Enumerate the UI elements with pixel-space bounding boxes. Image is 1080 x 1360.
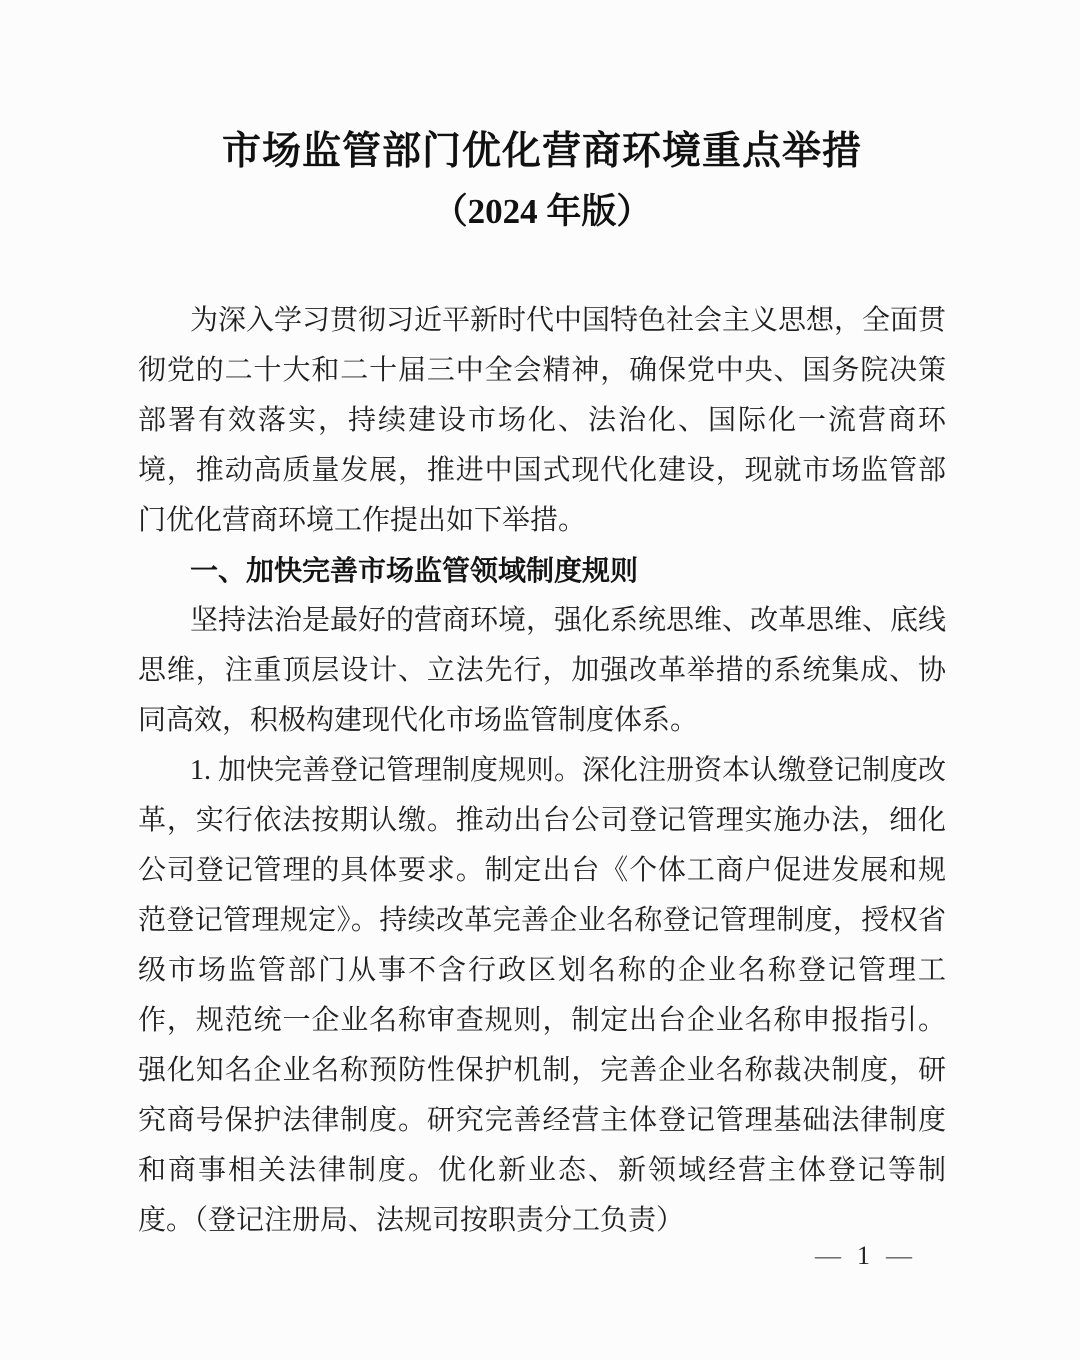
footer-dash-right: — [886,1241,912,1270]
paragraph-measure-1: 1. 加快完善登记管理制度规则。深化注册资本认缴登记制度改革，实行依法按期认缴。推动出台公司登记管理实施办法，细化公司登记管理的具体要求。制定出台《个体工商户促进发展和规范登记管理规定》。持续改革完善企业名称登记管理制度，授权省级市场监管部门从事不含行政区划名称的企业名称登记管理工作，规范统一企业名称审查规则，制定出台企业名称申报指引。强化知名企业名称预防性保护机制，完善企业名称裁决制度，研究商号保护法律制度。研究完善经营主体登记管理基础法律制度和商事相关法律制度。优化新业态、新领域经营主体登记等制度。（登记注册局、法规司按职责分工负责） [138,755,947,1236]
document-body [138,296,946,1246]
document-subtitle: （2024 年版） [432,192,652,231]
paragraph-section-principles: 坚持法治是最好的营商环境，强化系统思维、改革思维、底线思维，注重顶层设计、立法先行，加强改革举措的系统集成、协同高效，积极构建现代化市场监管制度体系。 [138,605,947,736]
paragraph-intro: 为深入学习贯彻习近平新时代中国特色社会主义思想，全面贯彻党的二十大和二十届三中全会精神，确保党中央、国务院决策部署有效落实，持续建设市场化、法治化、国际化一流营商环境，推动高质量发展，推进中国式现代化建设，现就市场监管部门优化营商环境工作提出如下举措。 [138,305,947,536]
document-title: 市场监管部门优化营商环境重点举措 [221,130,862,173]
section-heading-1: 一、加快完善市场监管领域制度规则 [190,555,639,586]
footer-dash-left: — [815,1241,841,1270]
page-footer [815,1240,912,1272]
page-number: 1 [857,1241,870,1270]
